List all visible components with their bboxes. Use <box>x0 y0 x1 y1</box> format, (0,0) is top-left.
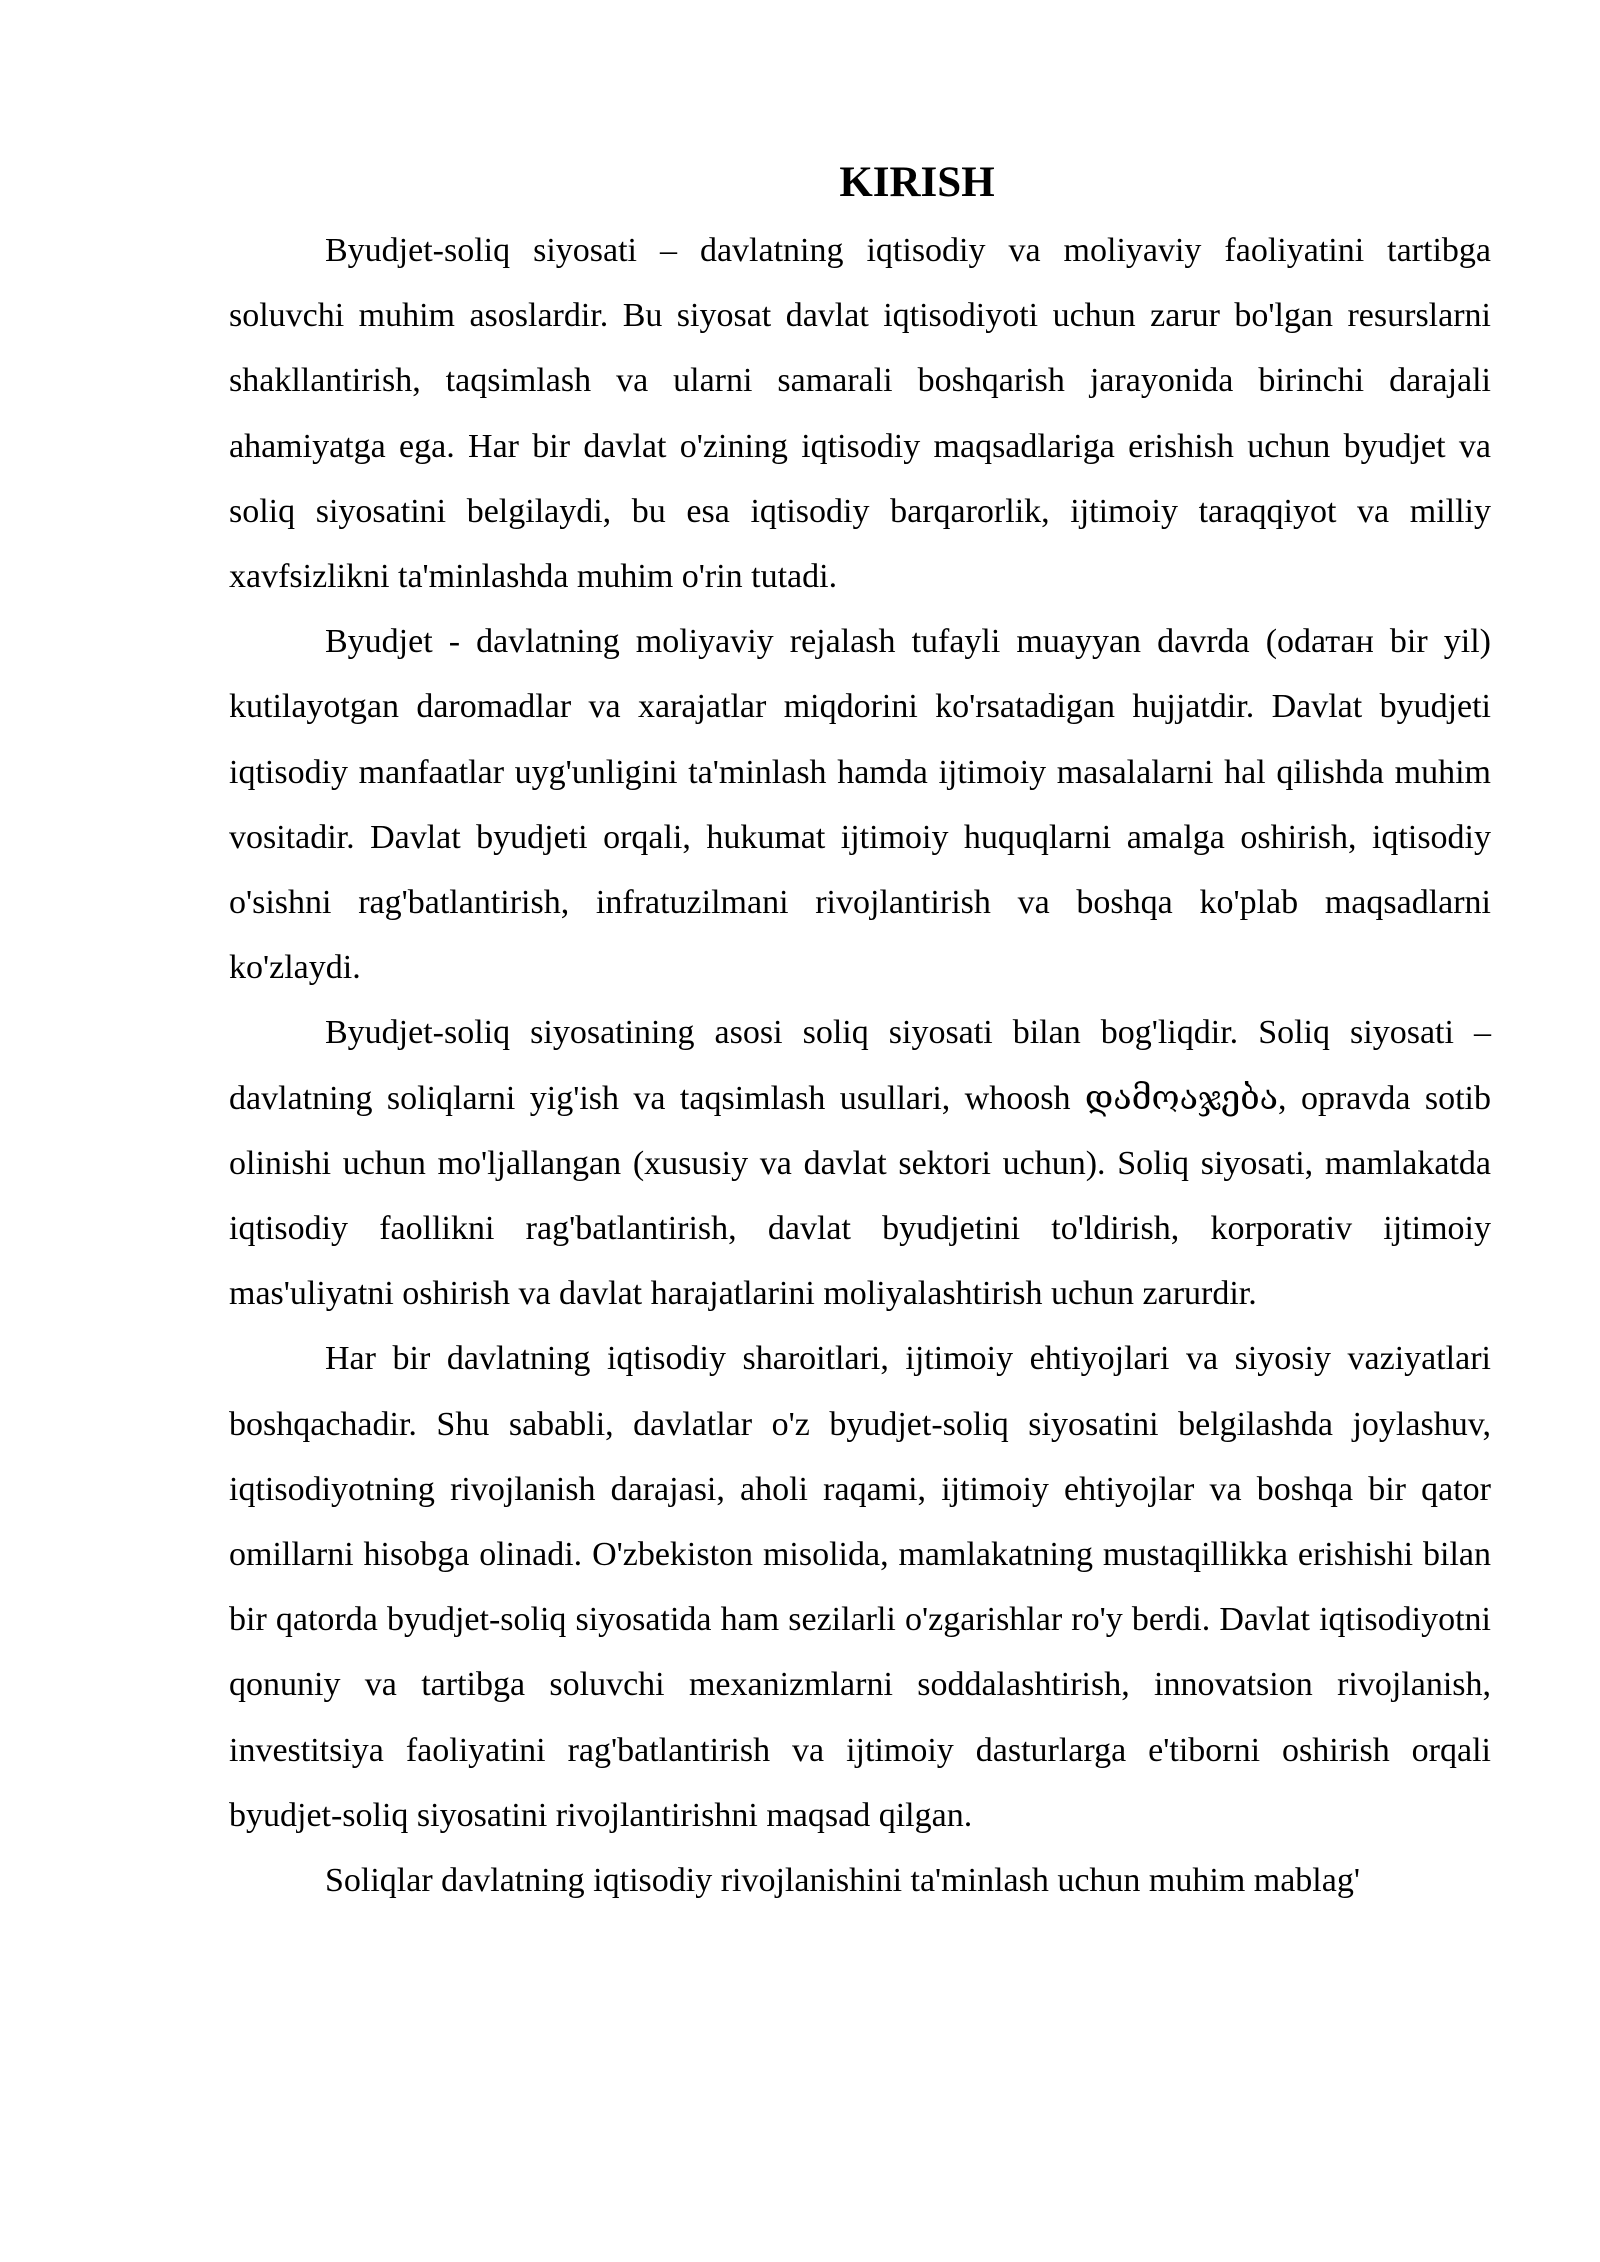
paragraph-1: Byudjet-soliq siyosati – davlatning iqtisodiy va moliyaviy faoliyatini tartibga soluvchi muhim asoslardir. Bu siyosat davlat iqtisodiyoti uchun zarur bo'lgan resurslarni shakllantirish, taqsimlash va ularni samarali boshqarish jarayonida birinchi darajali ahamiyatga ega. Har bir davlat o'zining iqtisodiy maqsadlariga erishish uchun byudjet va soliq siyosatini belgilaydi, bu esa iqtisodiy barqarorlik, ijtimoiy taraqqiyot va milliy xavfsizlikni ta'minlashda muhim o'rin tutadi. <box>229 232 1491 596</box>
document-page <box>229 150 1491 1913</box>
paragraph-3: Byudjet-soliq siyosatining asosi soliq siyosati bilan bog'liqdir. Soliq siyosati – davlatning soliqlarni yig'ish va taqsimlash usullari, whoosh დამოაჯება, opravda sotib olinishi uchun mo'ljallangan (xususiy va davlat sektori uchun). Soliq siyosati, mamlakatda iqtisodiy faollikni rag'batlantirish, davlat byudjetini to'ldirish, korporativ ijtimoiy mas'uliyatni oshirish va davlat harajatlarini moliyalashtirish uchun zarurdir. <box>229 1014 1491 1313</box>
paragraph-2: Byudjet - davlatning moliyaviy rejalash tufayli muayyan davrda (odатан bir yil) kutilayotgan daromadlar va xarajatlar miqdorini ko'rsatadigan hujjatdir. Davlat byudjeti iqtisodiy manfaatlar uyg'unligini ta'minlash hamda ijtimoiy masalalarni hal qilishda muhim vositadir. Davlat byudjeti orqali, hukumat ijtimoiy huquqlarni amalga oshirish, iqtisodiy o'sishni rag'batlantirish, infratuzilmani rivojlantirish va boshqa ko'plab maqsadlarni ko'zlaydi. <box>229 623 1491 987</box>
page-title: KIRISH <box>839 159 995 206</box>
paragraph-4: Har bir davlatning iqtisodiy sharoitlari, ijtimoiy ehtiyojlari va siyosiy vaziyatlari boshqachadir. Shu sababli, davlatlar o'z byudjet-soliq siyosatini belgilashda joylashuv, iqtisodiyotning rivojlanish darajasi, aholi raqami, ijtimoiy ehtiyojlar va boshqa bir qator omillarni hisobga olinadi. O'zbekiston misolida, mamlakatning mustaqillikka erishishi bilan bir qatorda byudjet-soliq siyosatida ham sezilarli o'zgarishlar ro'y berdi. Davlat iqtisodiyotni qonuniy va tartibga soluvchi mexanizmlarni soddalashtirish, innovatsion rivojlanish, investitsiya faoliyatini rag'batlantirish va ijtimoiy dasturlarga e'tiborni oshirish orqali byudjet-soliq siyosatini rivojlantirishni maqsad qilgan. <box>229 1340 1491 1834</box>
paragraph-5: Soliqlar davlatning iqtisodiy rivojlanishini ta'minlash uchun muhim mablag' <box>325 1862 1360 1900</box>
